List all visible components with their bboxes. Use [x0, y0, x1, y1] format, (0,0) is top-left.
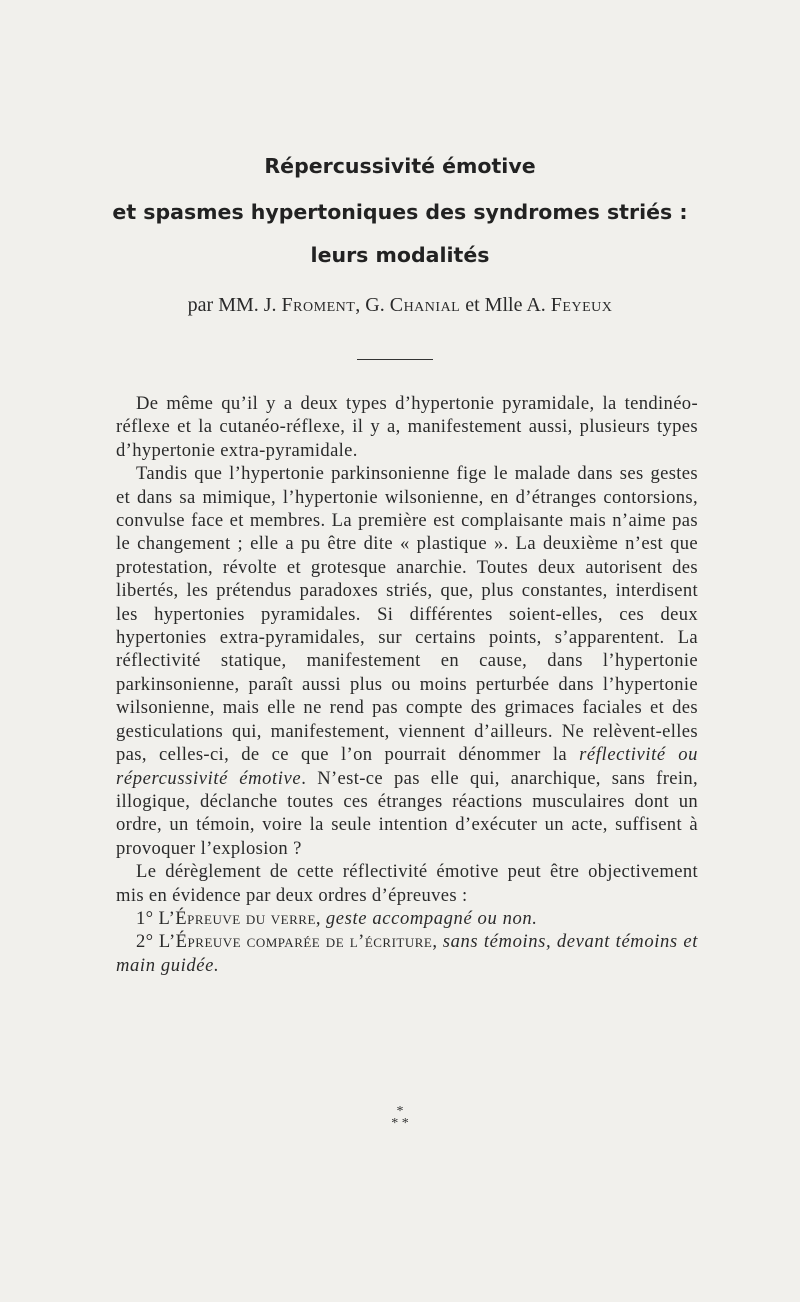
paragraph-2: [116, 462, 698, 860]
asterism: [0, 1106, 800, 1130]
list-item-1-number: 1°: [136, 907, 159, 929]
list-item-1-separator: ,: [315, 907, 326, 929]
paragraph-2-text-a: Tandis que l’hypertonie parkinsonienne fige le malade dans ses gestes et dans sa mimique, l’hypertonie wilsonienne, en d’étranges contorsions, convulse face et membres. La première est complaisante mais n’aime pas le changement ; elle a pu être dite « plastique ». La deuxième n’est que protestation, révolte et grotesque anarchie. Toutes deux autorisent des libertés, les prétendus paradoxes striés, que, plus constantes, interdisent les hypertonies pyramidales. Si différentes soient-elles, ces deux hypertonies extra-pyramidales, sur certains points, s’apparentent. La réflectivité statique, manifestement en cause, dans l’hypertonie parkinsonienne, paraît aussi plus ou moins perturbée dans l’hypertonie wilsonienne, mais elle ne rend pas compte des grimaces faciales et des gesticulations qui, manifestement, viennent d’ailleurs. Ne relèvent-elles pas, celles-ci, de ce que l’on pourrait dénommer la: [116, 463, 698, 766]
list-item-2-heading: L’Épreuve comparée de l’écriture: [158, 931, 433, 953]
authors-prefix: par MM. J.: [187, 294, 282, 316]
list-item-2: [116, 930, 698, 977]
authors-separator-1: , G.: [355, 294, 390, 316]
separator-rule: [357, 359, 433, 360]
emphasis-reflectivite: réflectivité ou répercussivité émotive: [116, 744, 698, 789]
asterism-top: *: [396, 1104, 404, 1119]
list-item-2-separator: ,: [432, 931, 443, 953]
author-chanial: Chanial: [389, 294, 461, 316]
list-item-1-detail: geste accompagné ou non.: [325, 907, 538, 929]
title-line-3: leurs modalités: [310, 243, 490, 267]
title-line-1: Répercussivité émotive: [264, 154, 536, 178]
body-text: [116, 392, 698, 977]
list-item-1: [116, 907, 698, 930]
asterism-bottom: * *: [391, 1116, 409, 1131]
list-item-1-heading: L’Épreuve du verre: [158, 907, 316, 929]
author-line: [0, 294, 800, 317]
authors-separator-2: et Mlle A.: [460, 294, 551, 316]
paragraph-3: Le dérèglement de cette réflectivité émotive peut être objectivement mis en évidence par deux ordres d’épreuves :: [116, 861, 698, 906]
list-item-2-number: 2°: [136, 931, 159, 953]
paragraph-1: De même qu’il y a deux types d’hypertonie pyramidale, la tendinéo-réflexe et la cutanéo-réflexe, il y a, manifestement aussi, plusieurs types d’hypertonie extra-pyramidale.: [116, 393, 698, 461]
title-line-2: et spasmes hypertoniques des syndromes striés :: [112, 200, 688, 224]
author-feyeux: Feyeux: [550, 294, 613, 316]
author-froment: Froment: [281, 294, 356, 316]
list-item-2-detail: sans témoins, devant témoins et main guidée.: [116, 931, 698, 976]
paragraph-2-text-b: . N’est-ce pas elle qui, anarchique, sans frein, illogique, déclanche toutes ces étranges réactions musculaires dont un ordre, un témoin, voire la seule intention d’exécuter un acte, suffisent à provoquer l’explosion ?: [116, 767, 698, 859]
